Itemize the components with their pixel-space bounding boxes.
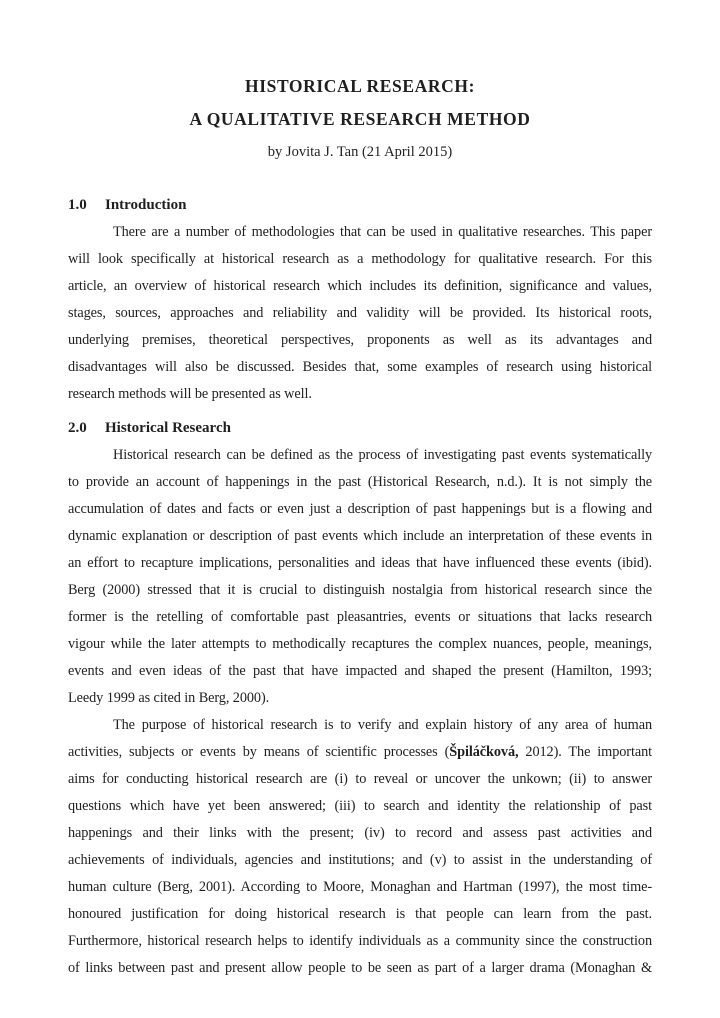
text-line: aims for conducting historical research are (i) to reveal or uncover the unkown; (ii) to answer [68, 771, 652, 787]
text-line: of links between past and present allow people to be seen as part of a larger drama (Monaghan & [68, 960, 652, 976]
text-line: activities, subjects or events by means of scientific processes (Špiláčková, 2012). The important [68, 744, 652, 760]
text-line: article, an overview of historical research which includes its definition, significance and values, [68, 278, 652, 294]
text-line: questions which have yet been answered; (iii) to search and identity the relationship of past [68, 798, 652, 814]
text-line: human culture (Berg, 2001). According to Moore, Monaghan and Hartman (1997), the most time- [68, 879, 652, 895]
paragraph [68, 442, 652, 712]
section-body-historical-research [68, 442, 652, 982]
text-line: stages, sources, approaches and reliability and validity will be provided. Its historical roots, [68, 305, 652, 321]
title-block [68, 70, 652, 167]
paragraph [68, 219, 652, 408]
section-heading-historical-research [68, 414, 652, 442]
section-number: 2.0 [68, 420, 87, 436]
section-body-introduction [68, 219, 652, 408]
section-introduction [68, 191, 652, 408]
section-number: 1.0 [68, 197, 87, 213]
text-line: will look specifically at historical research as a methodology for qualitative research. For this [68, 251, 652, 267]
text-line: disadvantages will also be discussed. Besides that, some examples of research using historical [68, 359, 652, 375]
byline: by Jovita J. Tan (21 April 2015) [267, 144, 453, 160]
text-line: an effort to recapture implications, personalities and ideas that have influenced these events (ibid). [68, 555, 652, 571]
text-line: happenings and their links with the present; (iv) to record and assess past activities and [68, 825, 652, 841]
paragraph [68, 712, 652, 982]
text-line: to provide an account of happenings in the past (Historical Research, n.d.). It is not simply the [68, 474, 652, 490]
text-line: Historical research can be defined as the process of investigating past events systematically [113, 447, 652, 463]
text-line: Berg (2000) stressed that it is crucial to distinguish nostalgia from historical research since the [68, 582, 652, 598]
text-line: honoured justification for doing historical research is that people can learn from the past. [68, 906, 652, 922]
text-line: events and even ideas of the past that have impacted and shaped the present (Hamilton, 1993; [68, 663, 652, 679]
text-line: vigour while the later attempts to methodically recaptures the complex nuances, people, meanings, [68, 636, 652, 652]
text-line: Furthermore, historical research helps to identify individuals as a community since the construction [68, 933, 652, 949]
text-line: The purpose of historical research is to verify and explain history of any area of human [113, 717, 652, 733]
section-historical-research [68, 414, 652, 982]
paper-title-line-2: A QUALITATIVE RESEARCH METHOD [189, 109, 531, 129]
text-line: achievements of individuals, agencies and institutions; and (v) to assist in the understanding of [68, 852, 652, 868]
text-line: former is the retelling of comfortable past pleasantries, events or situations that lacks research [68, 609, 652, 625]
text-line: dynamic explanation or description of past events which include an interpretation of these events in [68, 528, 652, 544]
section-title: Historical Research [105, 420, 231, 436]
section-heading-introduction [68, 191, 652, 219]
text-line: There are a number of methodologies that can be used in qualitative researches. This paper [113, 224, 652, 240]
paper-title-line-1: HISTORICAL RESEARCH: [245, 76, 475, 96]
text-line: accumulation of dates and facts or even just a description of past happenings but is a flowing and [68, 501, 652, 517]
text-line: Leedy 1999 as cited in Berg, 2000). [68, 690, 270, 706]
text-line: research methods will be presented as well. [68, 386, 312, 402]
section-title: Introduction [105, 197, 187, 213]
text-line: underlying premises, theoretical perspectives, proponents as well as its advantages and [68, 332, 652, 348]
